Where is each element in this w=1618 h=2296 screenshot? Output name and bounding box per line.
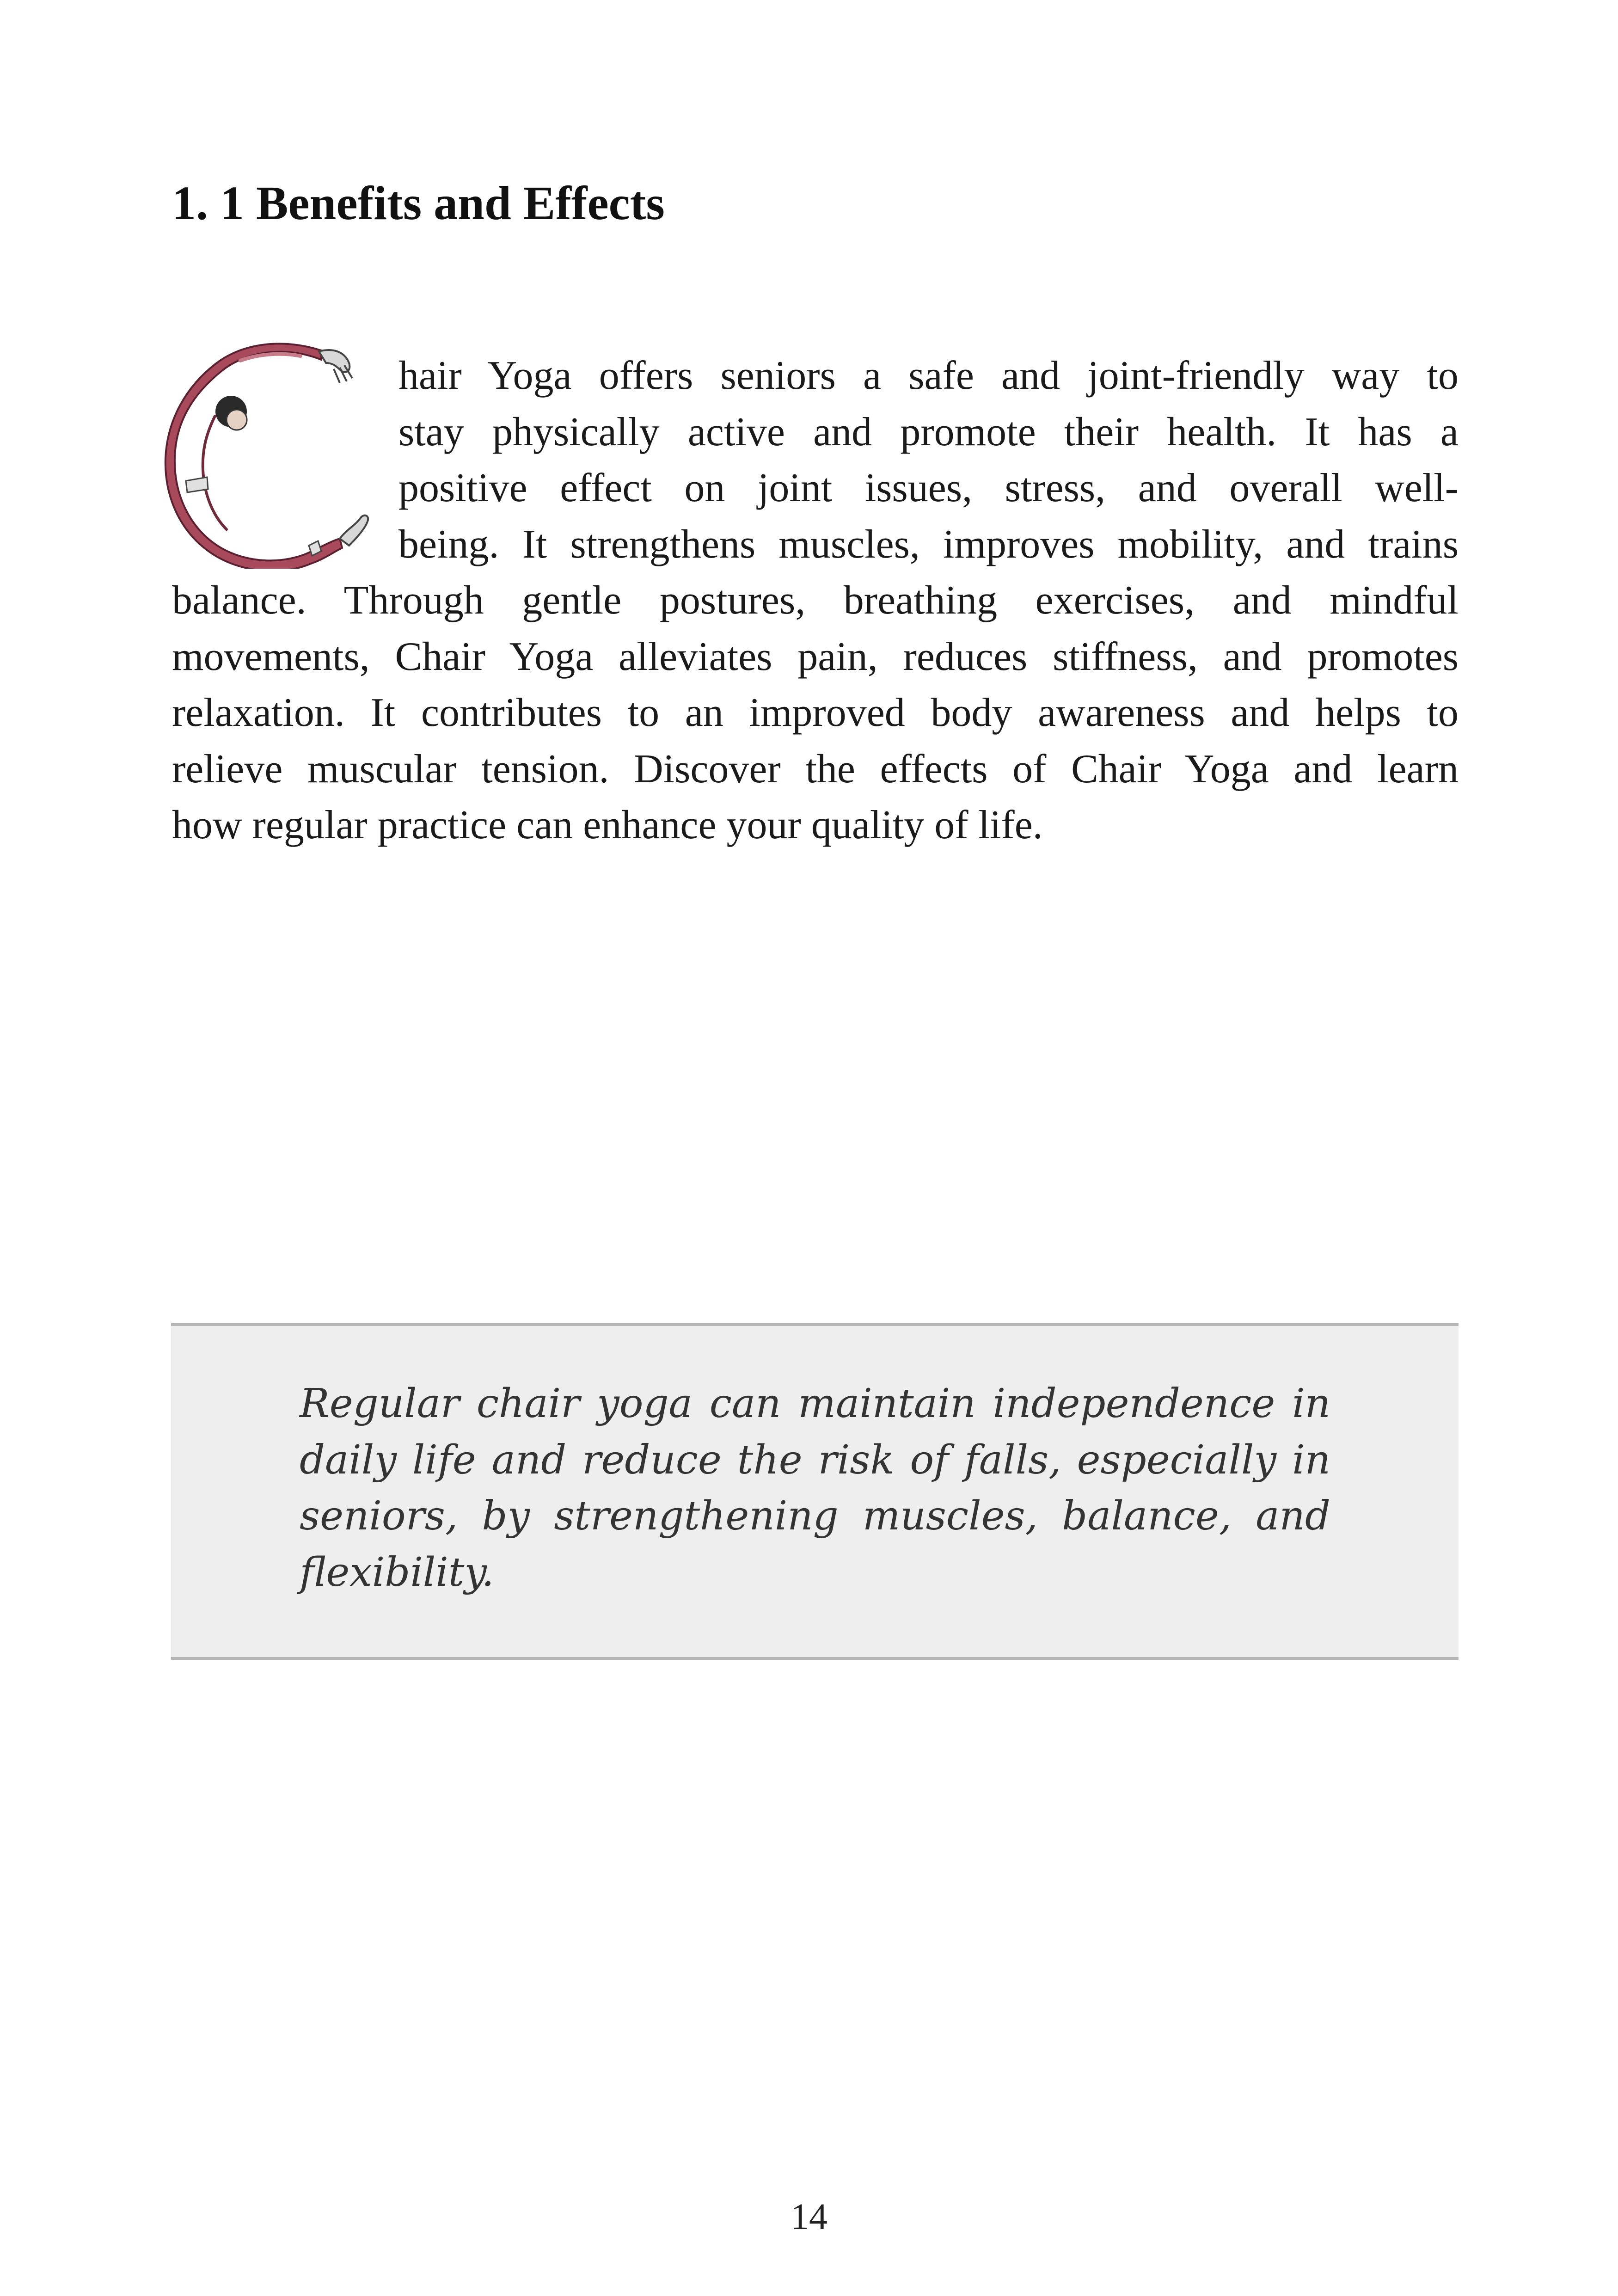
body-line: how regular practice can enhance your quality of life.	[172, 803, 1043, 847]
body-line: movements, Chair Yoga alleviates pain, reduces stiffness, and promotes	[172, 634, 1459, 679]
body-paragraph	[172, 348, 1459, 853]
body-line: stay physically active and promote their health. It has a	[398, 409, 1459, 454]
body-line: balance. Through gentle postures, breathing exercises, and mindful	[172, 578, 1459, 623]
callout-text	[300, 1376, 1330, 1601]
callout-line: seniors, by strengthening muscles, balance, and	[300, 1493, 1330, 1539]
body-line: hair Yoga offers seniors a safe and joint-friendly way to	[398, 353, 1459, 398]
body-line: positive effect on joint issues, stress, and overall well-	[398, 466, 1459, 510]
callout-line: Regular chair yoga can maintain independence in	[300, 1381, 1330, 1427]
page-number: 14	[791, 2197, 827, 2237]
body-line: relaxation. It contributes to an improved body awareness and helps to	[172, 690, 1459, 735]
callout-line: daily life and reduce the risk of falls, especially in	[300, 1437, 1330, 1483]
section-heading: 1. 1 Benefits and Effects	[172, 177, 665, 230]
callout-box	[171, 1323, 1459, 1660]
body-line: being. It strengthens muscles, improves mobility, and trains	[398, 522, 1459, 567]
body-line: relieve muscular tension. Discover the effects of Chair Yoga and learn	[172, 746, 1459, 792]
callout-line: flexibility.	[300, 1549, 494, 1596]
